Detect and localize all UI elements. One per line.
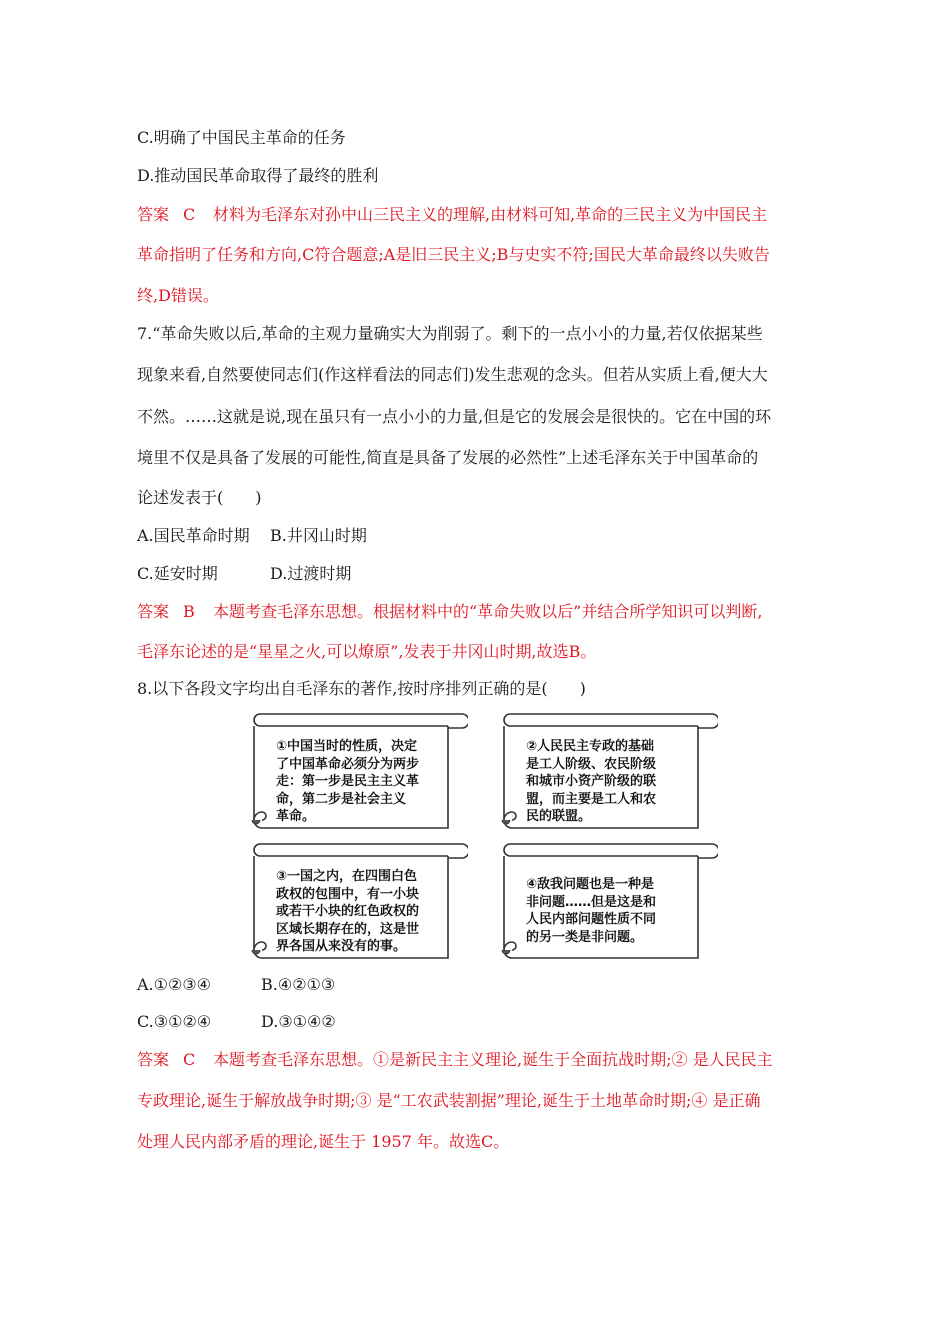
answer-letter: B	[183, 602, 195, 621]
q8-answer-line-1	[137, 1050, 773, 1070]
q7-options-cd	[137, 564, 351, 584]
answer-letter: C	[183, 1050, 196, 1069]
q8-answer-line-2: 专政理论,诞生于解放战争时期;③ 是“工农武装割据”理论,诞生于土地革命时期;④ 是正确	[137, 1091, 761, 1110]
q8-options-cd	[137, 1012, 336, 1032]
answer-label: 答案	[137, 205, 170, 224]
q6-option-d: D.推动国民革命取得了最终的胜利	[137, 166, 379, 185]
answer-letter: C	[183, 205, 196, 224]
scroll-quote-1	[246, 712, 468, 834]
answer-label: 答案	[137, 602, 170, 621]
q8-stem: 8.以下各段文字均出自毛泽东的著作,按时序排列正确的是( )	[137, 679, 586, 698]
answer-label: 答案	[137, 1050, 170, 1069]
q6-option-c: C.明确了中国民主革命的任务	[137, 128, 346, 147]
q6-answer-line-1	[137, 205, 767, 225]
q7-answer-line-2: 毛泽东论述的是“星星之火,可以燎原”,发表于井冈山时期,故选B。	[137, 642, 597, 661]
q8-answer-line-3: 处理人民内部矛盾的理论,诞生于 1957 年。故选C。	[137, 1132, 510, 1151]
scroll-quote-3	[246, 842, 468, 964]
q7-option-b: B.井冈山时期	[270, 526, 367, 545]
q7-stem-line-1: 7.“革命失败以后,革命的主观力量确实大为削弱了。剩下的一点小小的力量,若仅依据某些	[137, 324, 763, 343]
scroll-quote-text: ①中国当时的性质，决定 了中国革命必须分为两步 走：第一步是民主主义革 命，第二步是社会主义 革命。	[276, 739, 420, 824]
q7-option-a: A.国民革命时期	[137, 526, 250, 545]
q6-answer-line-2: 革命指明了任务和方向,C符合题意;A是旧三民主义;B与史实不符;国民大革命最终以失败告	[137, 245, 770, 264]
q7-option-d: D.过渡时期	[270, 564, 352, 583]
answer-explanation: 本题考查毛泽东思想。根据材料中的“革命失败以后”并结合所学知识可以判断,	[213, 602, 763, 621]
q8-option-c: C.③①②④	[137, 1012, 212, 1031]
q8-option-a: A.①②③④	[137, 975, 212, 994]
scroll-quote-text: ③一国之内，在四围白色 政权的包围中，有一小块 或若干小块的红色政权的 区域长期存在的，这是世 界各国从来没有的事。	[276, 869, 420, 954]
q7-option-c: C.延安时期	[137, 564, 218, 583]
q7-options-ab	[137, 526, 367, 546]
scroll-quote-4	[496, 842, 718, 964]
q7-stem-line-3: 不然。……这就是说,现在虽只有一点小小的力量,但是它的发展会是很快的。它在中国的环	[137, 407, 772, 426]
q6-answer-line-3: 终,D错误。	[137, 286, 219, 305]
answer-explanation: 材料为毛泽东对孙中山三民主义的理解,由材料可知,革命的三民主义为中国民主	[213, 205, 768, 224]
scroll-quote-text: ④敌我问题也是一种是 非问题……但是这是和 人民内部问题性质不同 的另一类是非问题。	[526, 877, 657, 945]
q7-stem-line-2: 现象来看,自然要使同志们(作这样看法的同志们)发生悲观的念头。但若从实质上看,便大大	[137, 365, 768, 384]
q7-answer-line-1	[137, 602, 762, 622]
answer-explanation: 本题考查毛泽东思想。①是新民主主义理论,诞生于全面抗战时期;② 是人民民主	[213, 1050, 773, 1069]
scroll-quote-text: ②人民民主专政的基础 是工人阶级、农民阶级 和城市小资产阶级的联 盟，而主要是工人和农 民的联盟。	[526, 739, 657, 824]
q8-options-ab	[137, 975, 335, 995]
scroll-quote-2	[496, 712, 718, 834]
q8-option-d: D.③①④②	[261, 1012, 336, 1031]
q7-stem-line-4: 境里不仅是具备了发展的可能性,简直是具备了发展的必然性”上述毛泽东关于中国革命的	[137, 448, 759, 467]
q7-stem-line-5: 论述发表于( )	[137, 488, 262, 507]
q8-option-b: B.④②①③	[261, 975, 336, 994]
